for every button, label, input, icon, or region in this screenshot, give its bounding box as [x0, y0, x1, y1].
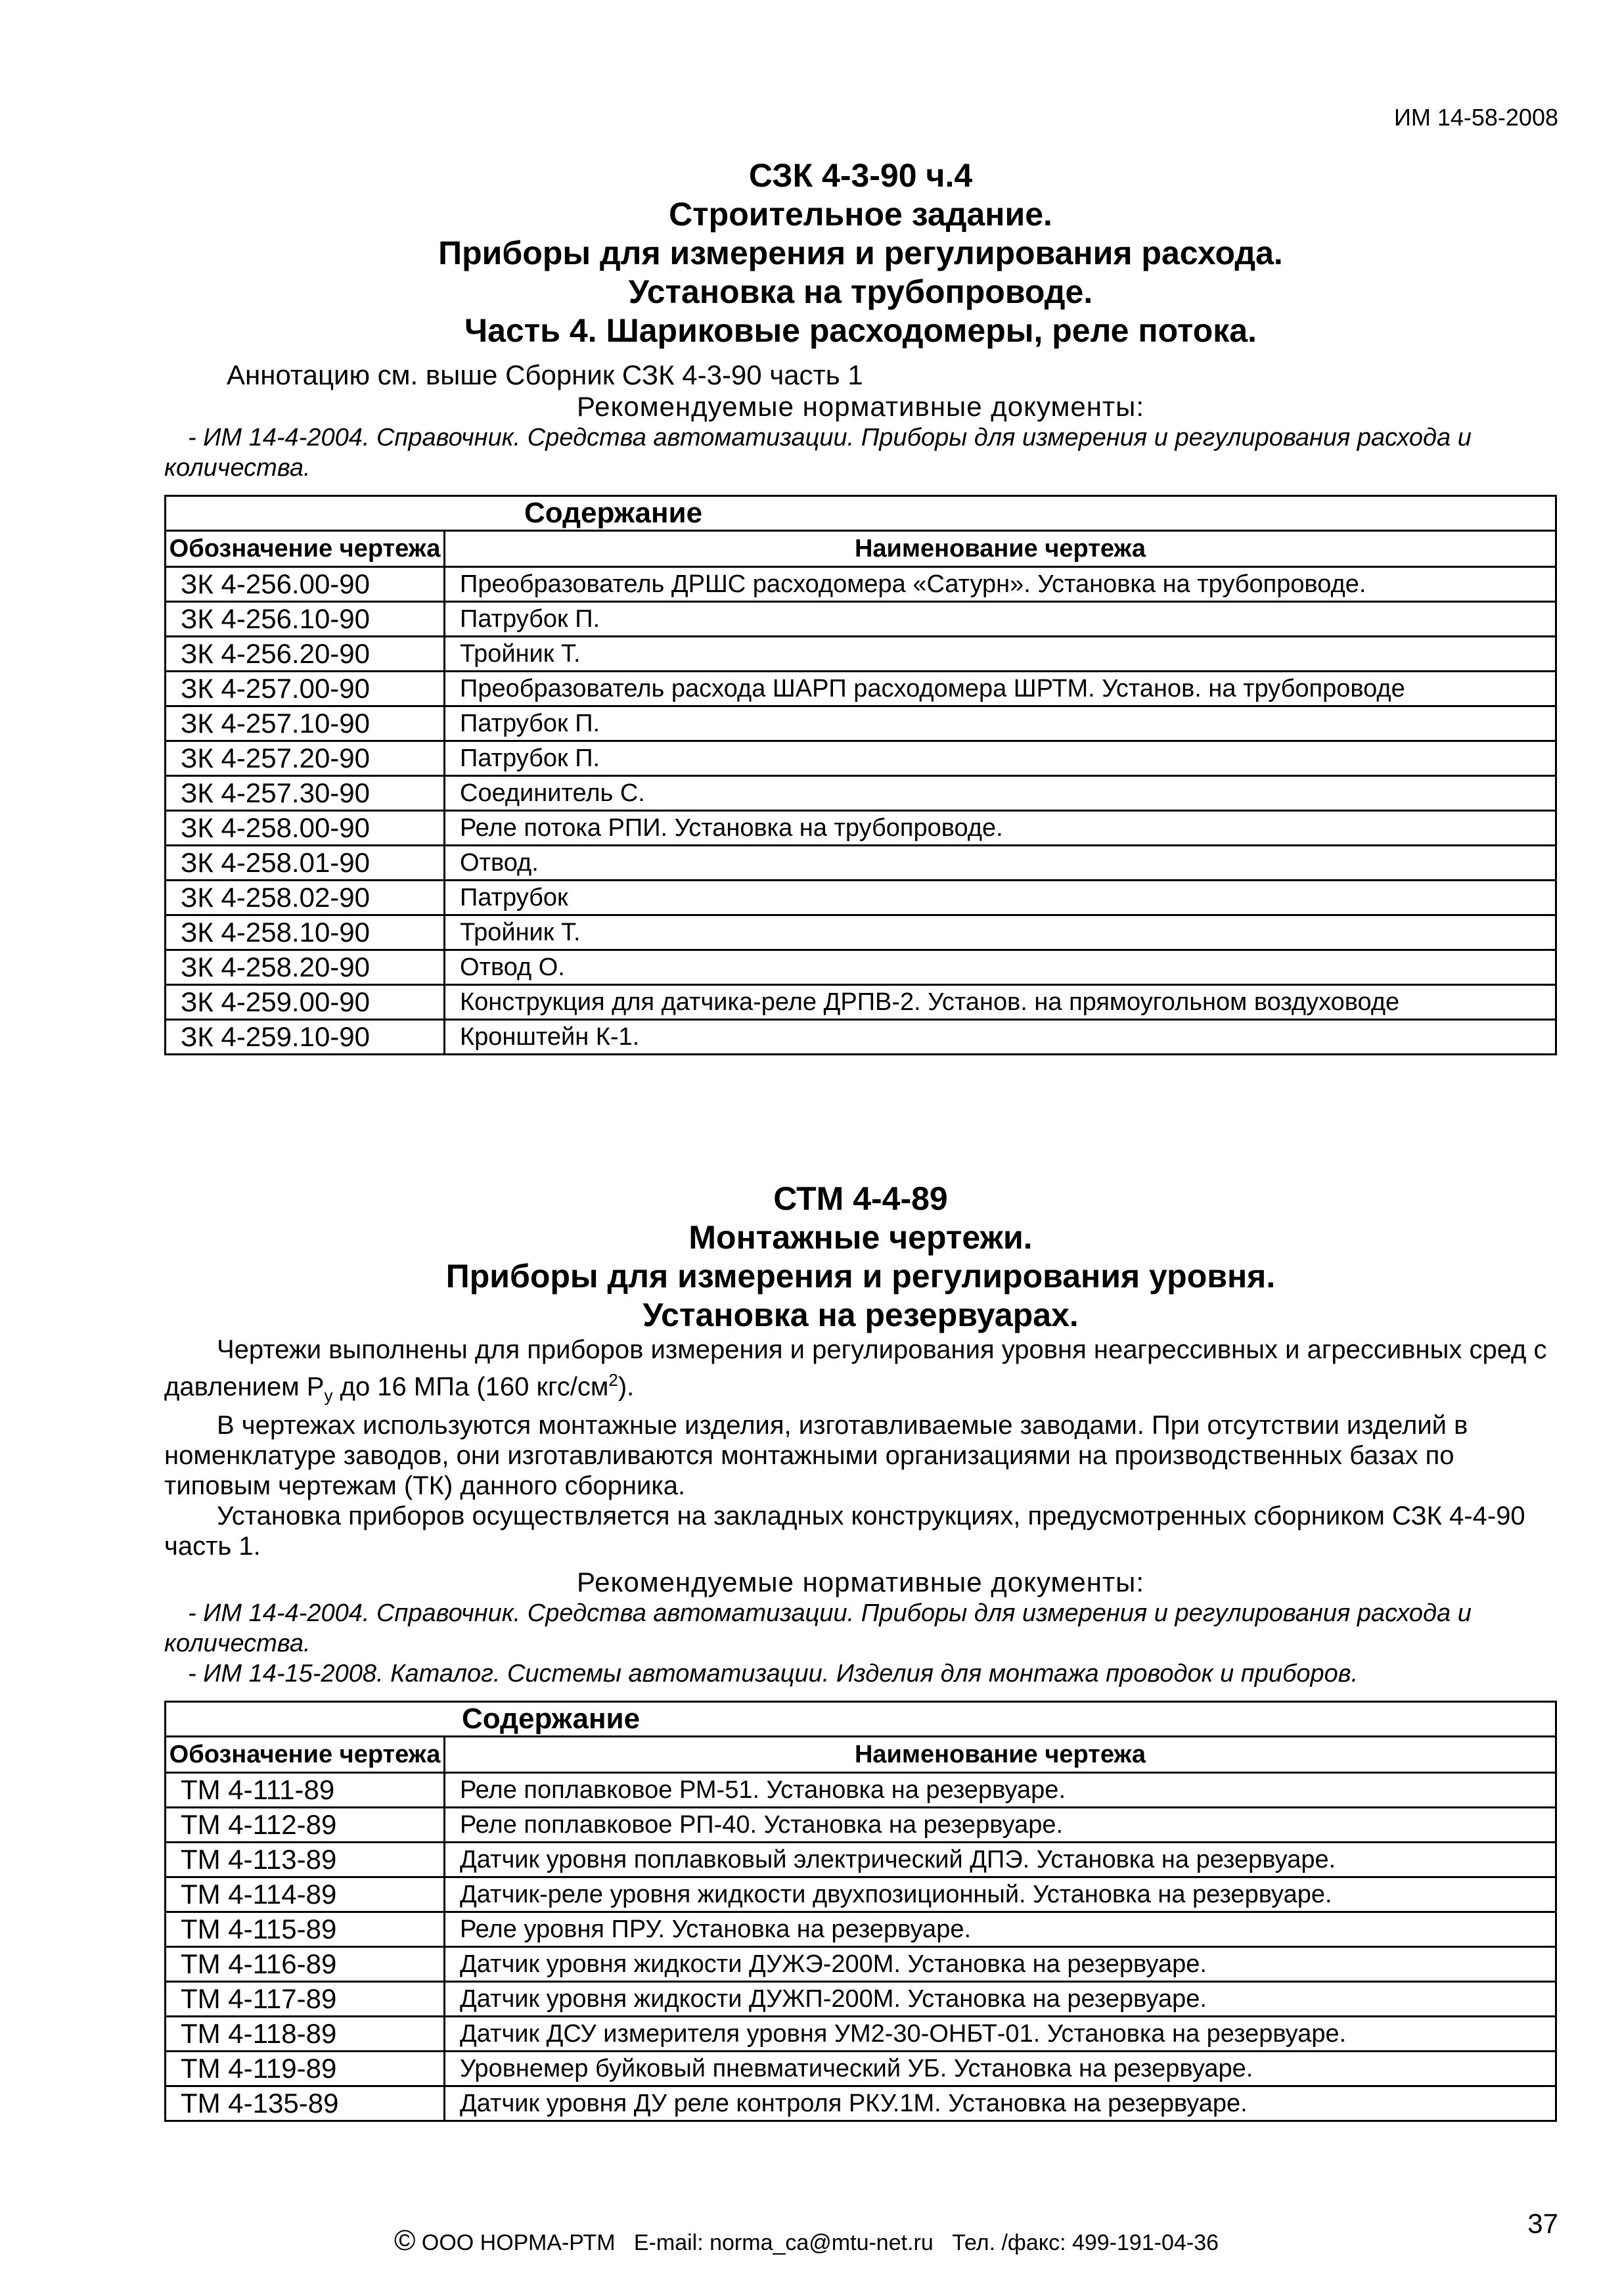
drawing-code: ТМ 4-116-89	[166, 1947, 445, 1982]
table-row	[166, 1947, 1556, 1982]
table-row	[166, 741, 1556, 776]
document-code: ИМ 14-58-2008	[1393, 104, 1558, 131]
drawing-code: ЗК 4-259.00-90	[166, 985, 445, 1020]
drawing-name: Конструкция для датчика-реле ДРПВ-2. Установ. на прямоугольном воздуховоде	[445, 985, 1556, 1020]
drawing-name: Отвод О.	[445, 950, 1556, 985]
table-row	[166, 1773, 1556, 1808]
drawing-name: Реле поплавковое РМ-51. Установка на резервуаре.	[445, 1773, 1556, 1808]
section-stm	[164, 1180, 1557, 2122]
drawing-code: ТМ 4-117-89	[166, 1982, 445, 2017]
drawing-code: ЗК 4-256.20-90	[166, 637, 445, 672]
drawing-name: Датчик ДСУ измерителя уровня УМ2-30-ОНБТ-01. Установка на резервуаре.	[445, 2017, 1556, 2052]
drawing-name: Реле потока РПИ. Установка на трубопроводе.	[445, 811, 1556, 846]
drawing-name: Патрубок П.	[445, 741, 1556, 776]
heading-line: СЗК 4-3-90 ч.4	[748, 157, 973, 194]
drawing-code: ЗК 4-256.10-90	[166, 602, 445, 637]
recommended-docs-title: Рекомендуемые нормативные документы:	[576, 1567, 1145, 1598]
drawing-name: Датчик уровня жидкости ДУЖЭ-200М. Установка на резервуаре.	[445, 1947, 1556, 1982]
paragraph: Чертежи выполнены для приборов измерения и регулирования уровня неагрессивных и агрессивных сред с давлением $Р_у$ до 16 МПа (160 кгс/$см^2$).	[164, 1335, 1547, 1406]
reference-item: - ИМ 14-4-2004. Справочник. Средства автоматизации. Приборы для измерения и регулирования расхода и количества.	[164, 1599, 1472, 1658]
drawing-code: ЗК 4-258.10-90	[166, 915, 445, 950]
table-row	[166, 1843, 1556, 1877]
contents-table	[164, 495, 1557, 1055]
section-heading	[164, 156, 1557, 350]
company-name: ООО НОРМА-РТМ	[421, 2230, 616, 2255]
drawing-code: ЗК 4-257.20-90	[166, 741, 445, 776]
table-row	[166, 602, 1556, 637]
heading-line: Приборы для измерения и регулирования расхода.	[438, 235, 1283, 271]
heading-line: СТМ 4-4-89	[773, 1180, 948, 1217]
drawing-code: ЗК 4-258.01-90	[166, 846, 445, 881]
drawing-code: ЗК 4-259.10-90	[166, 1020, 445, 1055]
drawing-name: Преобразователь расхода ШАРП расходомера ШРТМ. Установ. на трубопроводе	[445, 672, 1556, 706]
drawing-name: Датчик уровня поплавковый электрический ДПЭ. Установка на резервуаре.	[445, 1843, 1556, 1877]
heading-line: Часть 4. Шариковые расходомеры, реле потока.	[464, 312, 1257, 349]
drawing-name: Преобразователь ДРШС расходомера «Сатурн». Установка на трубопроводе.	[445, 567, 1556, 602]
drawing-name: Уровнемер буйковый пневматический УБ. Установка на резервуаре.	[445, 2052, 1556, 2086]
table-row	[166, 950, 1556, 985]
section-szk	[164, 156, 1557, 1055]
drawing-name: Патрубок	[445, 881, 1556, 915]
table-row	[166, 1912, 1556, 1947]
drawing-code: ЗК 4-257.00-90	[166, 672, 445, 706]
recommended-docs-title: Рекомендуемые нормативные документы:	[576, 391, 1145, 422]
table-row	[166, 567, 1556, 602]
table-row	[166, 2052, 1556, 2086]
drawing-name: Патрубок П.	[445, 602, 1556, 637]
reference-item: - ИМ 14-4-2004. Справочник. Средства автоматизации. Приборы для измерения и регулирования расхода и количества.	[164, 424, 1472, 482]
drawing-name: Датчик уровня жидкости ДУЖП-200М. Установка на резервуаре.	[445, 1982, 1556, 2017]
table-row	[166, 637, 1556, 672]
drawing-name: Патрубок П.	[445, 706, 1556, 741]
drawing-name: Кронштейн К-1.	[445, 1020, 1556, 1055]
table-row	[166, 1982, 1556, 2017]
column-header-name: Наименование чертежа	[445, 1737, 1556, 1773]
contents-table	[164, 1701, 1557, 2122]
paragraph: В чертежах используются монтажные изделия, изготавливаемые заводами. При отсутствии изделий в номенклатуре заводов, они изготавливаются монтажными организациями на производственных базах по типовым чертежам (ТК) данного сборника.	[164, 1411, 1468, 1501]
drawing-code: ЗК 4-257.30-90	[166, 776, 445, 811]
drawing-code: ТМ 4-113-89	[166, 1843, 445, 1877]
page-number: 37	[1527, 2208, 1558, 2239]
table-row	[166, 2017, 1556, 2052]
drawing-name: Тройник Т.	[445, 915, 1556, 950]
drawing-code: ЗК 4-256.00-90	[166, 567, 445, 602]
drawing-name: Отвод.	[445, 846, 1556, 881]
drawing-code: ЗК 4-258.20-90	[166, 950, 445, 985]
drawing-code: ТМ 4-119-89	[166, 2052, 445, 2086]
table-caption: Содержание	[166, 496, 1556, 531]
column-header-code: Обозначение чертежа	[166, 531, 445, 567]
table-row	[166, 672, 1556, 706]
table-row	[166, 846, 1556, 881]
drawing-code: ТМ 4-135-89	[166, 2086, 445, 2121]
drawing-name: Датчик-реле уровня жидкости двухпозиционный. Установка на резервуаре.	[445, 1877, 1556, 1912]
table-row	[166, 776, 1556, 811]
table-row	[166, 1808, 1556, 1843]
drawing-code: ТМ 4-118-89	[166, 2017, 445, 2052]
drawing-code: ЗК 4-257.10-90	[166, 706, 445, 741]
copyright-icon: ©	[394, 2224, 416, 2257]
drawing-code: ЗК 4-258.02-90	[166, 881, 445, 915]
table-row	[166, 811, 1556, 846]
annotation-note: Аннотацию см. выше Сборник СЗК 4-3-90 часть 1	[227, 359, 863, 390]
drawing-name: Тройник Т.	[445, 637, 1556, 672]
heading-line: Установка на трубопроводе.	[628, 273, 1093, 310]
table-caption: Содержание	[166, 1702, 1556, 1737]
table-row	[166, 881, 1556, 915]
phone-number: Тел. /факс: 499-191-04-36	[952, 2230, 1219, 2255]
drawing-code: ТМ 4-111-89	[166, 1773, 445, 1808]
drawing-name: Датчик уровня ДУ реле контроля РКУ.1М. Установка на резервуаре.	[445, 2086, 1556, 2121]
heading-line: Установка на резервуарах.	[642, 1297, 1079, 1333]
email-link[interactable]: E-mail: norma_ca@mtu-net.ru	[633, 2230, 934, 2255]
drawing-code: ТМ 4-115-89	[166, 1912, 445, 1947]
heading-line: Монтажные чертежи.	[688, 1219, 1033, 1256]
paragraph: Установка приборов осуществляется на закладных конструкциях, предусмотренных сборником СЗК 4-4-90 часть 1.	[164, 1502, 1525, 1561]
drawing-code: ЗК 4-258.00-90	[166, 811, 445, 846]
table-row	[166, 2086, 1556, 2121]
table-row	[166, 985, 1556, 1020]
column-header-name: Наименование чертежа	[445, 531, 1556, 567]
table-row	[166, 1020, 1556, 1055]
drawing-name: Реле поплавковое РП-40. Установка на резервуаре.	[445, 1808, 1556, 1843]
section-heading	[164, 1180, 1557, 1335]
heading-line: Приборы для измерения и регулирования уровня.	[445, 1258, 1276, 1295]
reference-item: - ИМ 14-15-2008. Каталог. Системы автоматизации. Изделия для монтажа проводок и приборов.	[188, 1660, 1359, 1688]
column-header-code: Обозначение чертежа	[166, 1737, 445, 1773]
table-row	[166, 915, 1556, 950]
drawing-name: Реле уровня ПРУ. Установка на резервуаре.	[445, 1912, 1556, 1947]
page-footer	[394, 2224, 1219, 2257]
drawing-name: Соединитель С.	[445, 776, 1556, 811]
drawing-code: ТМ 4-114-89	[166, 1877, 445, 1912]
table-row	[166, 1877, 1556, 1912]
table-row	[166, 706, 1556, 741]
heading-line: Строительное задание.	[669, 196, 1052, 233]
drawing-code: ТМ 4-112-89	[166, 1808, 445, 1843]
